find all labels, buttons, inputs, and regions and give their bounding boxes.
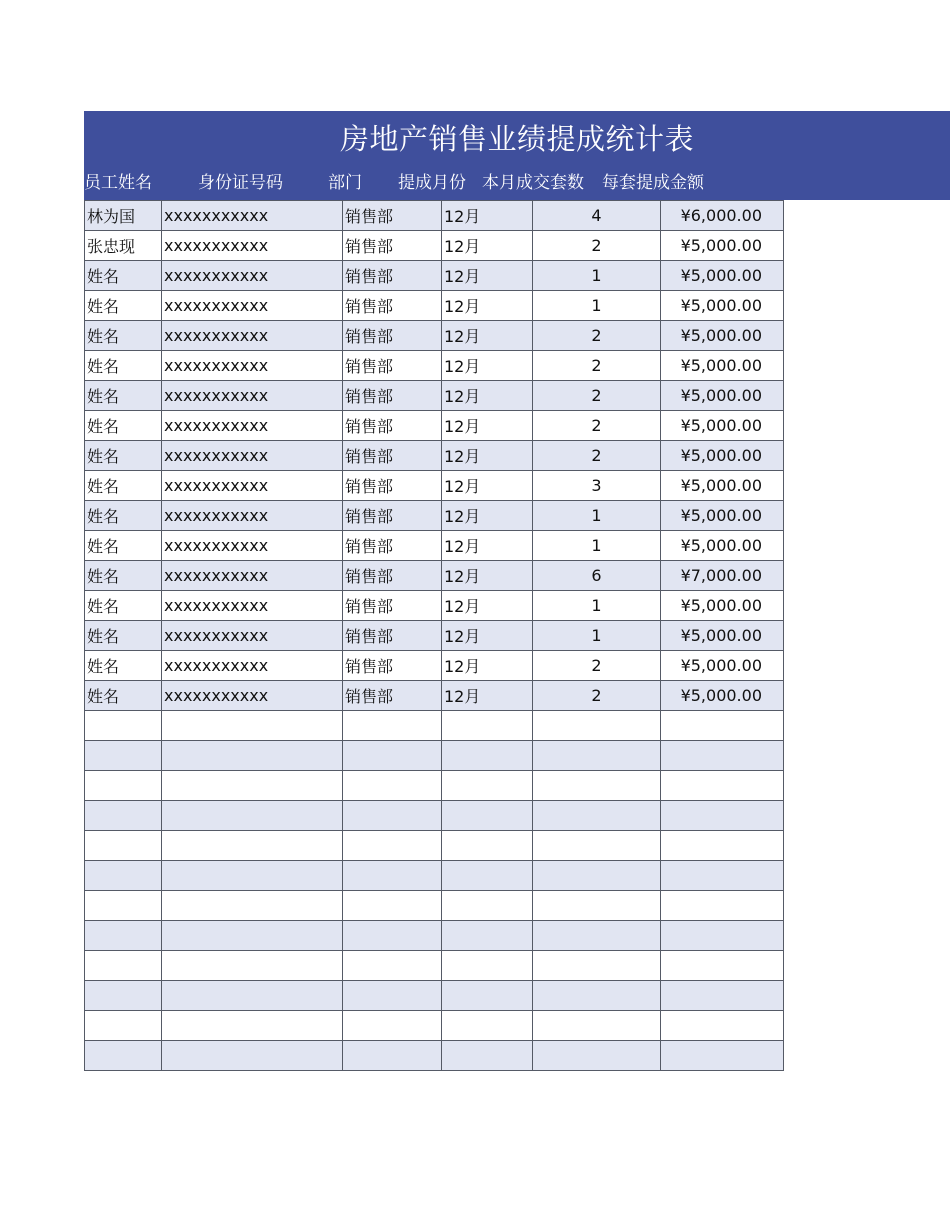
cell-employee-name[interactable] [85, 711, 162, 741]
cell-units-sold[interactable] [533, 981, 661, 1011]
cell-department[interactable]: 销售部 [343, 591, 442, 621]
sheet-title: 房地产销售业绩提成统计表 [339, 122, 694, 156]
cell-department[interactable]: 销售部 [343, 561, 442, 591]
cell-units-sold[interactable]: 1 [533, 531, 661, 561]
table-row [85, 741, 784, 771]
cell-commission-amount[interactable] [661, 771, 784, 801]
data-table [84, 200, 784, 1071]
cell-department[interactable]: 销售部 [343, 501, 442, 531]
cell-id-number[interactable]: xxxxxxxxxxx [162, 321, 343, 351]
cell-employee-name[interactable]: 姓名 [85, 531, 162, 561]
header-units-sold[interactable]: 本月成交套数 [482, 173, 584, 193]
cell-commission-month[interactable]: 12月 [442, 351, 533, 381]
cell-units-sold[interactable]: 1 [533, 291, 661, 321]
cell-department[interactable] [343, 771, 442, 801]
column-header-row [84, 167, 784, 200]
cell-commission-month[interactable]: 12月 [442, 201, 533, 231]
table-row [85, 771, 784, 801]
cell-department[interactable] [343, 861, 442, 891]
cell-employee-name[interactable]: 姓名 [85, 351, 162, 381]
table-row [85, 801, 784, 831]
cell-commission-month[interactable]: 12月 [442, 261, 533, 291]
cell-commission-amount[interactable] [661, 1011, 784, 1041]
cell-units-sold[interactable] [533, 1041, 661, 1071]
cell-units-sold[interactable]: 1 [533, 591, 661, 621]
cell-commission-month[interactable]: 12月 [442, 681, 533, 711]
cell-commission-month[interactable] [442, 711, 533, 741]
cell-units-sold[interactable] [533, 741, 661, 771]
cell-id-number[interactable] [162, 831, 343, 861]
cell-commission-amount[interactable]: ¥5,000.00 [661, 531, 784, 561]
cell-units-sold[interactable]: 2 [533, 351, 661, 381]
table-row [85, 531, 784, 561]
cell-id-number[interactable] [162, 741, 343, 771]
cell-employee-name[interactable] [85, 1041, 162, 1071]
cell-units-sold[interactable]: 2 [533, 321, 661, 351]
cell-employee-name[interactable] [85, 1011, 162, 1041]
cell-employee-name[interactable]: 姓名 [85, 261, 162, 291]
cell-units-sold[interactable]: 2 [533, 231, 661, 261]
cell-employee-name[interactable] [85, 771, 162, 801]
cell-employee-name[interactable]: 姓名 [85, 561, 162, 591]
header-id-number[interactable]: 身份证号码 [198, 173, 283, 193]
cell-commission-amount[interactable]: ¥5,000.00 [661, 231, 784, 261]
cell-commission-month[interactable]: 12月 [442, 471, 533, 501]
cell-department[interactable] [343, 1041, 442, 1071]
cell-department[interactable]: 销售部 [343, 471, 442, 501]
table-row [85, 861, 784, 891]
cell-commission-month[interactable]: 12月 [442, 501, 533, 531]
cell-employee-name[interactable]: 姓名 [85, 651, 162, 681]
table-row [85, 201, 784, 231]
cell-commission-month[interactable] [442, 861, 533, 891]
cell-id-number[interactable]: xxxxxxxxxxx [162, 351, 343, 381]
cell-department[interactable] [343, 891, 442, 921]
cell-commission-month[interactable]: 12月 [442, 591, 533, 621]
cell-department[interactable]: 销售部 [343, 441, 442, 471]
table-row [85, 321, 784, 351]
cell-department[interactable]: 销售部 [343, 651, 442, 681]
cell-units-sold[interactable] [533, 831, 661, 861]
cell-units-sold[interactable]: 2 [533, 441, 661, 471]
cell-id-number[interactable]: xxxxxxxxxxx [162, 471, 343, 501]
cell-commission-amount[interactable]: ¥5,000.00 [661, 381, 784, 411]
table-row [85, 891, 784, 921]
cell-id-number[interactable]: xxxxxxxxxxx [162, 681, 343, 711]
cell-id-number[interactable] [162, 951, 343, 981]
cell-units-sold[interactable] [533, 711, 661, 741]
cell-employee-name[interactable] [85, 891, 162, 921]
cell-id-number[interactable]: xxxxxxxxxxx [162, 621, 343, 651]
cell-department[interactable]: 销售部 [343, 261, 442, 291]
cell-employee-name[interactable] [85, 741, 162, 771]
cell-units-sold[interactable] [533, 1011, 661, 1041]
cell-commission-month[interactable] [442, 771, 533, 801]
cell-commission-month[interactable] [442, 801, 533, 831]
cell-commission-month[interactable] [442, 1041, 533, 1071]
cell-id-number[interactable]: xxxxxxxxxxx [162, 381, 343, 411]
cell-commission-month[interactable]: 12月 [442, 291, 533, 321]
cell-department[interactable]: 销售部 [343, 321, 442, 351]
table-row [85, 981, 784, 1011]
cell-commission-amount[interactable]: ¥5,000.00 [661, 501, 784, 531]
cell-units-sold[interactable] [533, 951, 661, 981]
cell-units-sold[interactable]: 1 [533, 261, 661, 291]
cell-units-sold[interactable] [533, 801, 661, 831]
cell-department[interactable]: 销售部 [343, 411, 442, 441]
cell-commission-amount[interactable]: ¥5,000.00 [661, 471, 784, 501]
cell-units-sold[interactable] [533, 921, 661, 951]
table-row [85, 441, 784, 471]
table-row [85, 231, 784, 261]
table-row [85, 291, 784, 321]
cell-commission-month[interactable] [442, 741, 533, 771]
cell-commission-month[interactable]: 12月 [442, 561, 533, 591]
cell-units-sold[interactable]: 6 [533, 561, 661, 591]
cell-id-number[interactable]: xxxxxxxxxxx [162, 201, 343, 231]
cell-employee-name[interactable]: 林为国 [85, 201, 162, 231]
cell-commission-month[interactable]: 12月 [442, 621, 533, 651]
cell-department[interactable] [343, 831, 442, 861]
cell-commission-month[interactable]: 12月 [442, 381, 533, 411]
cell-commission-amount[interactable]: ¥6,000.00 [661, 201, 784, 231]
cell-units-sold[interactable]: 1 [533, 501, 661, 531]
cell-commission-amount[interactable]: ¥5,000.00 [661, 651, 784, 681]
cell-department[interactable]: 销售部 [343, 351, 442, 381]
cell-department[interactable] [343, 711, 442, 741]
header-commission-per-unit[interactable]: 每套提成金额 [602, 173, 704, 193]
cell-department[interactable]: 销售部 [343, 381, 442, 411]
table-row [85, 711, 784, 741]
cell-units-sold[interactable]: 3 [533, 471, 661, 501]
cell-commission-amount[interactable]: ¥5,000.00 [661, 321, 784, 351]
table-row [85, 621, 784, 651]
cell-commission-amount[interactable] [661, 861, 784, 891]
cell-department[interactable] [343, 981, 442, 1011]
cell-department[interactable] [343, 1011, 442, 1041]
cell-department[interactable]: 销售部 [343, 291, 442, 321]
cell-department[interactable] [343, 801, 442, 831]
cell-employee-name[interactable]: 姓名 [85, 441, 162, 471]
header-department[interactable]: 部门 [328, 173, 362, 193]
cell-id-number[interactable] [162, 1011, 343, 1041]
cell-employee-name[interactable]: 姓名 [85, 321, 162, 351]
cell-commission-amount[interactable]: ¥5,000.00 [661, 261, 784, 291]
cell-id-number[interactable]: xxxxxxxxxxx [162, 531, 343, 561]
cell-commission-month[interactable] [442, 891, 533, 921]
cell-units-sold[interactable] [533, 771, 661, 801]
cell-id-number[interactable]: xxxxxxxxxxx [162, 231, 343, 261]
cell-units-sold[interactable]: 2 [533, 381, 661, 411]
table-row [85, 591, 784, 621]
cell-department[interactable]: 销售部 [343, 231, 442, 261]
cell-commission-month[interactable]: 12月 [442, 531, 533, 561]
cell-id-number[interactable] [162, 711, 343, 741]
table-row [85, 1041, 784, 1071]
cell-employee-name[interactable] [85, 951, 162, 981]
table-row [85, 651, 784, 681]
cell-employee-name[interactable] [85, 981, 162, 1011]
table-row [85, 831, 784, 861]
cell-commission-month[interactable] [442, 921, 533, 951]
cell-employee-name[interactable] [85, 921, 162, 951]
cell-id-number[interactable] [162, 1041, 343, 1071]
cell-employee-name[interactable]: 姓名 [85, 291, 162, 321]
cell-department[interactable]: 销售部 [343, 201, 442, 231]
table-row [85, 381, 784, 411]
cell-commission-amount[interactable]: ¥5,000.00 [661, 681, 784, 711]
cell-commission-month[interactable]: 12月 [442, 321, 533, 351]
cell-id-number[interactable]: xxxxxxxxxxx [162, 411, 343, 441]
cell-commission-amount[interactable] [661, 891, 784, 921]
cell-id-number[interactable] [162, 921, 343, 951]
cell-employee-name[interactable] [85, 801, 162, 831]
cell-commission-month[interactable] [442, 981, 533, 1011]
cell-employee-name[interactable]: 姓名 [85, 411, 162, 441]
cell-id-number[interactable]: xxxxxxxxxxx [162, 441, 343, 471]
cell-id-number[interactable]: xxxxxxxxxxx [162, 261, 343, 291]
cell-commission-amount[interactable] [661, 801, 784, 831]
cell-units-sold[interactable] [533, 891, 661, 921]
table-row [85, 351, 784, 381]
table-row [85, 411, 784, 441]
table-row [85, 921, 784, 951]
cell-employee-name[interactable]: 姓名 [85, 621, 162, 651]
cell-commission-amount[interactable] [661, 831, 784, 861]
cell-units-sold[interactable]: 1 [533, 621, 661, 651]
cell-commission-month[interactable]: 12月 [442, 651, 533, 681]
cell-id-number[interactable]: xxxxxxxxxxx [162, 651, 343, 681]
cell-employee-name[interactable]: 姓名 [85, 381, 162, 411]
table-row [85, 561, 784, 591]
cell-commission-amount[interactable] [661, 921, 784, 951]
cell-commission-amount[interactable]: ¥7,000.00 [661, 561, 784, 591]
cell-id-number[interactable]: xxxxxxxxxxx [162, 291, 343, 321]
cell-employee-name[interactable]: 姓名 [85, 681, 162, 711]
cell-commission-amount[interactable]: ¥5,000.00 [661, 621, 784, 651]
cell-commission-month[interactable]: 12月 [442, 231, 533, 261]
table-row [85, 261, 784, 291]
cell-department[interactable]: 销售部 [343, 531, 442, 561]
cell-units-sold[interactable]: 2 [533, 681, 661, 711]
cell-units-sold[interactable]: 2 [533, 651, 661, 681]
table-row [85, 471, 784, 501]
cell-id-number[interactable] [162, 771, 343, 801]
cell-commission-month[interactable]: 12月 [442, 441, 533, 471]
cell-commission-amount[interactable] [661, 711, 784, 741]
cell-commission-month[interactable] [442, 951, 533, 981]
cell-employee-name[interactable] [85, 861, 162, 891]
cell-department[interactable]: 销售部 [343, 681, 442, 711]
cell-id-number[interactable] [162, 981, 343, 1011]
cell-units-sold[interactable]: 4 [533, 201, 661, 231]
cell-commission-amount[interactable]: ¥5,000.00 [661, 441, 784, 471]
cell-commission-amount[interactable] [661, 741, 784, 771]
cell-commission-amount[interactable] [661, 1041, 784, 1071]
cell-employee-name[interactable]: 姓名 [85, 471, 162, 501]
cell-employee-name[interactable] [85, 831, 162, 861]
cell-department[interactable] [343, 741, 442, 771]
cell-department[interactable] [343, 951, 442, 981]
title-banner [84, 111, 950, 200]
cell-commission-month[interactable] [442, 1011, 533, 1041]
cell-id-number[interactable]: xxxxxxxxxxx [162, 591, 343, 621]
table-row [85, 951, 784, 981]
cell-commission-month[interactable] [442, 831, 533, 861]
cell-department[interactable] [343, 921, 442, 951]
cell-id-number[interactable] [162, 861, 343, 891]
header-commission-month[interactable]: 提成月份 [398, 173, 466, 193]
header-employee-name[interactable]: 员工姓名 [84, 173, 152, 193]
cell-id-number[interactable]: xxxxxxxxxxx [162, 561, 343, 591]
cell-units-sold[interactable]: 2 [533, 411, 661, 441]
cell-employee-name[interactable]: 姓名 [85, 501, 162, 531]
cell-commission-amount[interactable]: ¥5,000.00 [661, 411, 784, 441]
cell-id-number[interactable]: xxxxxxxxxxx [162, 501, 343, 531]
cell-units-sold[interactable] [533, 861, 661, 891]
cell-employee-name[interactable]: 张忠现 [85, 231, 162, 261]
table-row [85, 681, 784, 711]
cell-id-number[interactable] [162, 801, 343, 831]
table-row [85, 1011, 784, 1041]
cell-commission-amount[interactable]: ¥5,000.00 [661, 591, 784, 621]
cell-id-number[interactable] [162, 891, 343, 921]
cell-commission-month[interactable]: 12月 [442, 411, 533, 441]
cell-employee-name[interactable]: 姓名 [85, 591, 162, 621]
cell-commission-amount[interactable] [661, 951, 784, 981]
cell-commission-amount[interactable]: ¥5,000.00 [661, 291, 784, 321]
cell-commission-amount[interactable] [661, 981, 784, 1011]
cell-department[interactable]: 销售部 [343, 621, 442, 651]
table-row [85, 501, 784, 531]
cell-commission-amount[interactable]: ¥5,000.00 [661, 351, 784, 381]
